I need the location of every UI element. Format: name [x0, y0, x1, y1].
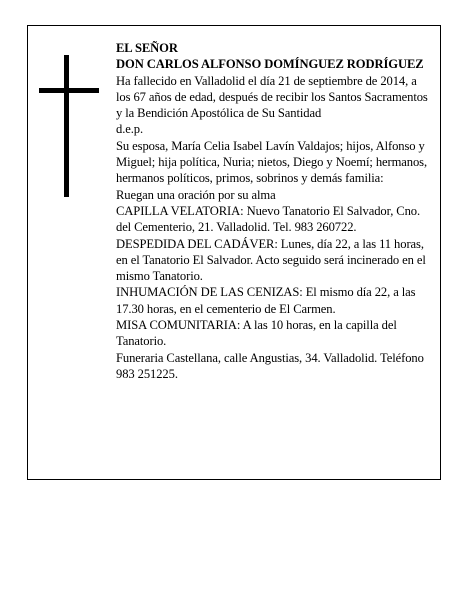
latin-cross-icon	[39, 55, 99, 197]
family-list: Su esposa, María Celia Isabel Lavín Valdajos; hijos, Alfonso y Miguel; hija política, Nuria; nietos, Diego y Noemí; hermanos, hermanos políticos, primos, sobrinos y demás familia:	[116, 138, 428, 186]
prayer-request: Ruegan una oración por su alma	[116, 187, 276, 202]
notice-heading: EL SEÑOR	[116, 41, 178, 55]
deceased-name: DON CARLOS ALFONSO DOMÍNGUEZ RODRÍGUEZ	[116, 57, 424, 72]
funeral-home-info: Funeraria Castellana, calle Angustias, 34. Valladolid. Teléfono 983 251225.	[116, 350, 424, 381]
rip-abbreviation: d.e.p.	[116, 122, 144, 137]
chapel-info: CAPILLA VELATORIA: Nuevo Tanatorio El Salvador, Cno. del Cementerio, 21. Valladolid. Tel. 983 260722.	[116, 203, 421, 235]
ashes-burial-info: INHUMACIÓN DE LAS CENIZAS: El mismo día 22, a las 17.30 horas, en el cementerio de El Carmen.	[116, 285, 416, 316]
community-mass-info: MISA COMUNITARIA: A las 10 horas, en la capilla del Tanatorio.	[116, 318, 397, 349]
cross-vertical-bar	[64, 55, 69, 197]
death-statement: Ha fallecido en Valladolid el día 21 de septiembre de 2014, a los 67 años de edad, después de recibir los Santos Sacramentos y la Bendición Apostólica de Su Santidad	[116, 73, 428, 121]
farewell-info: DESPEDIDA DEL CADÁVER: Lunes, día 22, a las 11 horas, en el Tanatorio El Salvador. Acto seguido será incinerado en el mismo Tanatorio.	[116, 236, 426, 284]
obituary-text	[116, 40, 428, 382]
cross-horizontal-bar	[39, 88, 99, 93]
